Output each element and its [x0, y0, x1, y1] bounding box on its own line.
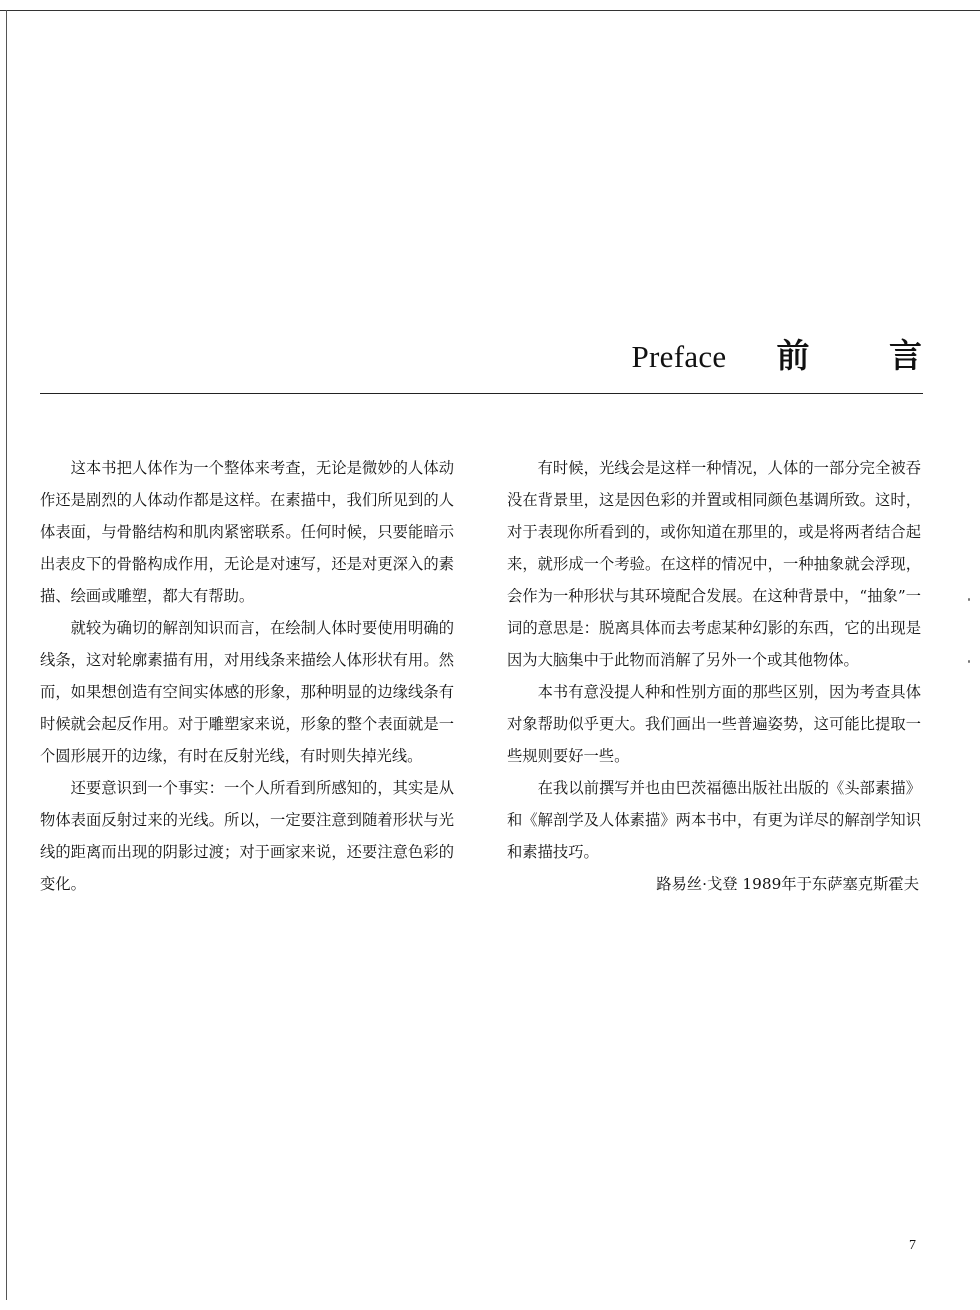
heading-underline	[40, 393, 923, 394]
right-text-column	[507, 452, 921, 900]
left-border-rule	[6, 10, 7, 1300]
page-number: 7	[909, 1238, 916, 1253]
scan-speck	[968, 660, 970, 663]
page-heading	[631, 330, 956, 377]
paragraph: 在我以前撰写并也由巴茨福德出版社出版的《头部素描》和《解剖学及人体素描》两本书中，有更为详尽的解剖学知识和素描技巧。	[507, 779, 921, 861]
left-text-column	[40, 452, 454, 900]
author-signature: 路易丝·戈登 1989年于东萨塞克斯霍夫	[656, 875, 919, 893]
scan-speck	[968, 598, 970, 601]
heading-english: Preface	[631, 339, 727, 374]
paragraph: 本书有意没提人种和性别方面的那些区别，因为考查具体对象帮助似乎更大。我们画出一些普遍姿势，这可能比提取一些规则要好一些。	[507, 683, 921, 765]
top-border-rule	[0, 10, 980, 11]
paragraph: 这本书把人体作为一个整体来考查，无论是微妙的人体动作还是剧烈的人体动作都是这样。在素描中，我们所见到的人体表面，与骨骼结构和肌肉紧密联系。任何时候，只要能暗示出表皮下的骨骼构成作用，无论是对速写，还是对更深入的素描、绘画或雕塑，都大有帮助。	[40, 459, 454, 605]
paragraph: 还要意识到一个事实：一个人所看到所感知的，其实是从物体表面反射过来的光线。所以，一定要注意到随着形状与光线的距离而出现的阴影过渡；对于画家来说，还要注意色彩的变化。	[40, 779, 454, 893]
heading-chinese: 前 言	[776, 336, 956, 375]
paragraph: 就较为确切的解剖知识而言，在绘制人体时要使用明确的线条，这对轮廓素描有用，对用线条来描绘人体形状有用。然而，如果想创造有空间实体感的形象，那种明显的边缘线条有时候就会起反作用。对于雕塑家来说，形象的整个表面就是一个圆形展开的边缘，有时在反射光线，有时则失掉光线。	[40, 619, 454, 765]
paragraph: 有时候，光线会是这样一种情况，人体的一部分完全被吞没在背景里，这是因色彩的并置或相同颜色基调所致。这时，对于表现你所看到的，或你知道在那里的，或是将两者结合起来，就形成一个考验。在这样的情况中，一种抽象就会浮现，会作为一种形状与其环境配合发展。在这种背景中，“抽象”一词的意思是：脱离具体而去考虑某种幻影的东西，它的出现是因为大脑集中于此物而消解了另外一个或其他物体。	[507, 459, 921, 669]
